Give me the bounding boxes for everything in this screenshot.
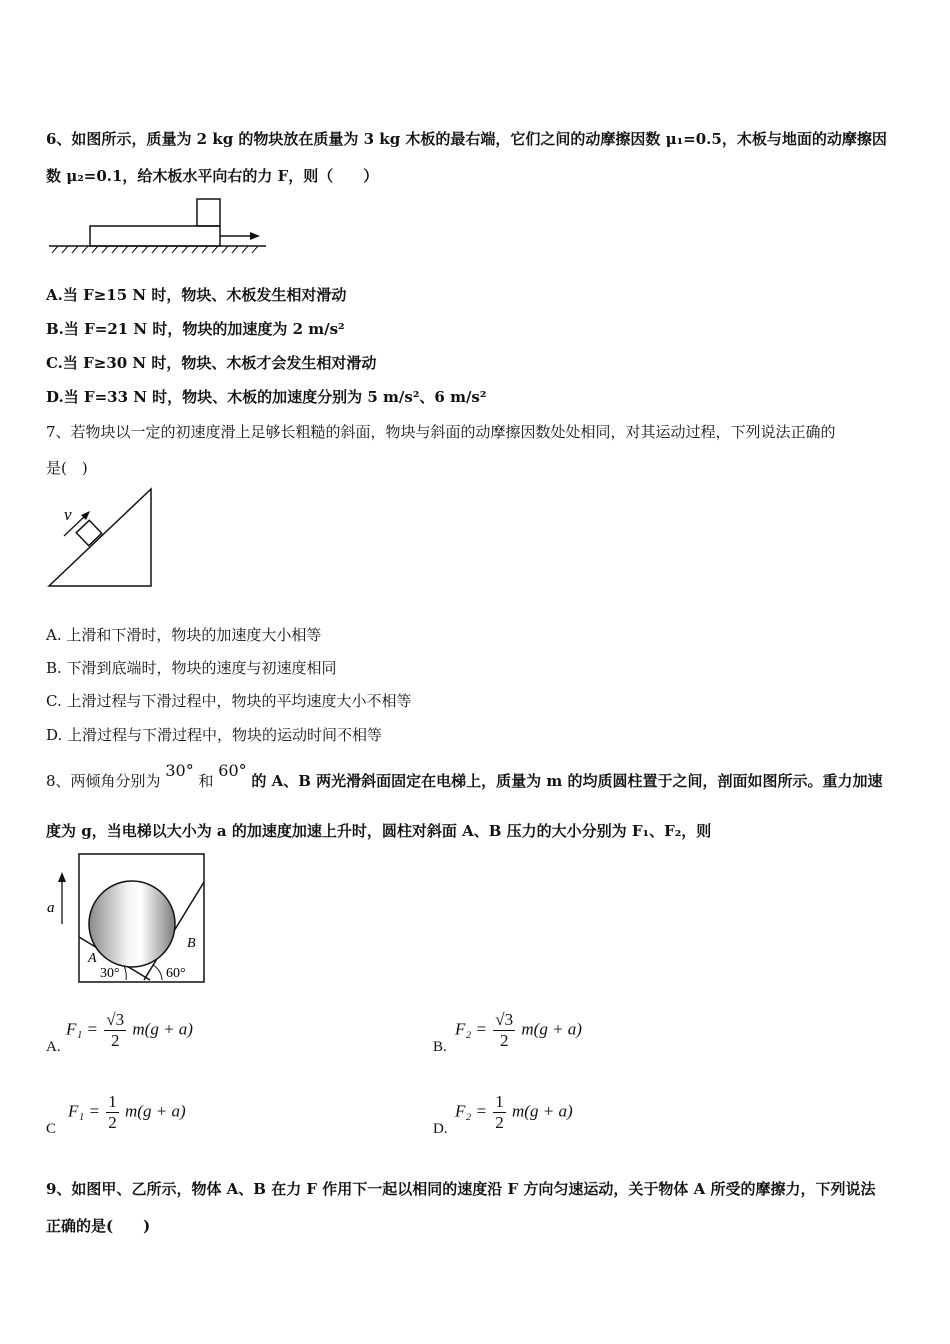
q6-option-c: C.当 F≥30 N 时，物块、木板才会发生相对滑动 — [46, 354, 377, 372]
q8-stem-line2: 度为 g，当电梯以大小为 a 的加速度加速上升时，圆柱对斜面 A、B 压力的大小分别为 F₁、F₂，则 — [46, 822, 712, 840]
q6-stem-line2: 数 μ₂=0.1，给木板水平向右的力 F，则（ ） — [46, 167, 379, 185]
q7-option-b: B. 下滑到底端时，物块的速度与初速度相同 — [46, 659, 337, 677]
q9-stem-line1: 9、如图甲、乙所示，物体 A、B 在力 F 作用下一起以相同的速度沿 F 方向匀速运动，关于物体 A 所受的摩擦力，下列说法 — [46, 1180, 876, 1198]
q8-angle1: 30° — [165, 761, 194, 780]
q8-a-fraction: $\frac{√3}{2}$ — [106, 1010, 125, 1050]
force-arrow-head — [250, 232, 260, 240]
label-a: a — [47, 900, 55, 916]
q8-stem-line1 — [46, 761, 883, 791]
acceleration-arrow-head — [58, 872, 66, 882]
q6-option-b: B.当 F=21 N 时，物块的加速度为 2 m/s² — [46, 320, 345, 338]
angle-right-label: 60° — [166, 966, 186, 981]
q7-incline-figure — [46, 484, 156, 590]
q8-a-rhs: m(g + a) — [132, 1019, 193, 1039]
ground-hatching — [52, 246, 258, 253]
q8-b-rhs: m(g + a) — [521, 1019, 582, 1039]
q8-c-lhs: F₁ = — [68, 1101, 101, 1121]
q8-option-c-formula — [68, 1092, 186, 1133]
angle-left-label: 30° — [100, 966, 120, 981]
q8-d-fraction: $\frac{1}{2}$ — [495, 1092, 504, 1132]
q8-a-lhs: F₁ = — [66, 1019, 99, 1039]
q7-stem-line1: 7、若物块以一定的初速度滑上足够长粗糙的斜面，物块与斜面的动摩擦因数处处相同，对其运动过程，下列说法正确的 — [46, 423, 836, 441]
q7-stem-line2: 是( ) — [46, 459, 88, 477]
angle-arc-left — [124, 966, 126, 980]
q8-elevator-cylinder-figure — [44, 852, 209, 984]
velocity-label: v — [64, 505, 72, 524]
q8-c-rhs: m(g + a) — [125, 1101, 186, 1121]
q6-option-d: D.当 F=33 N 时，物块、木板的加速度分别为 5 m/s²、6 m/s² — [46, 388, 487, 406]
label-A: A — [88, 951, 97, 966]
q8-angle2: 60° — [218, 761, 247, 780]
q6-board-block-figure — [46, 195, 271, 257]
incline-triangle — [49, 489, 151, 586]
q8-option-c-label: C — [46, 1121, 57, 1137]
q7-option-c: C. 上滑过程与下滑过程中，物块的平均速度大小不相等 — [46, 692, 412, 710]
q8-option-d-formula — [455, 1092, 573, 1133]
q8-option-b-formula — [455, 1010, 582, 1051]
q9-stem-line2: 正确的是( ) — [46, 1217, 151, 1235]
q8-d-lhs: F₂ = — [455, 1101, 488, 1121]
board — [90, 226, 220, 246]
q8-option-d-label: D. — [433, 1121, 448, 1137]
q8-option-b-label: B. — [433, 1039, 447, 1055]
q7-option-d: D. 上滑过程与下滑过程中，物块的运动时间不相等 — [46, 726, 383, 744]
label-B: B — [187, 936, 196, 951]
angle-arc-right — [153, 965, 162, 980]
q8-d-rhs: m(g + a) — [512, 1101, 573, 1121]
q8-option-a-label: A. — [46, 1039, 61, 1055]
block — [197, 199, 220, 226]
q8-and: 和 — [198, 772, 214, 790]
q8-option-a-formula — [66, 1010, 193, 1051]
q7-option-a: A. 上滑和下滑时，物块的加速度大小相等 — [46, 626, 322, 644]
block-on-incline — [76, 520, 101, 545]
q8-stem-prefix: 8、两倾角分别为 — [46, 772, 161, 790]
q8-b-fraction: $\frac{√3}{2}$ — [495, 1010, 514, 1050]
q8-c-fraction: $\frac{1}{2}$ — [108, 1092, 117, 1132]
q6-stem-line1: 6、如图所示，质量为 2 kg 的物块放在质量为 3 kg 木板的最右端，它们之间的动摩擦因数 μ₁=0.5，木板与地面的动摩擦因 — [46, 130, 887, 148]
q6-option-a: A.当 F≥15 N 时，物块、木板发生相对滑动 — [46, 286, 347, 304]
cylinder — [89, 881, 175, 967]
q8-stem-rest: 的 A、B 两光滑斜面固定在电梯上，质量为 m 的均质圆柱置于之间，剖面如图所示。重力加速 — [251, 772, 883, 790]
q8-b-lhs: F₂ = — [455, 1019, 488, 1039]
